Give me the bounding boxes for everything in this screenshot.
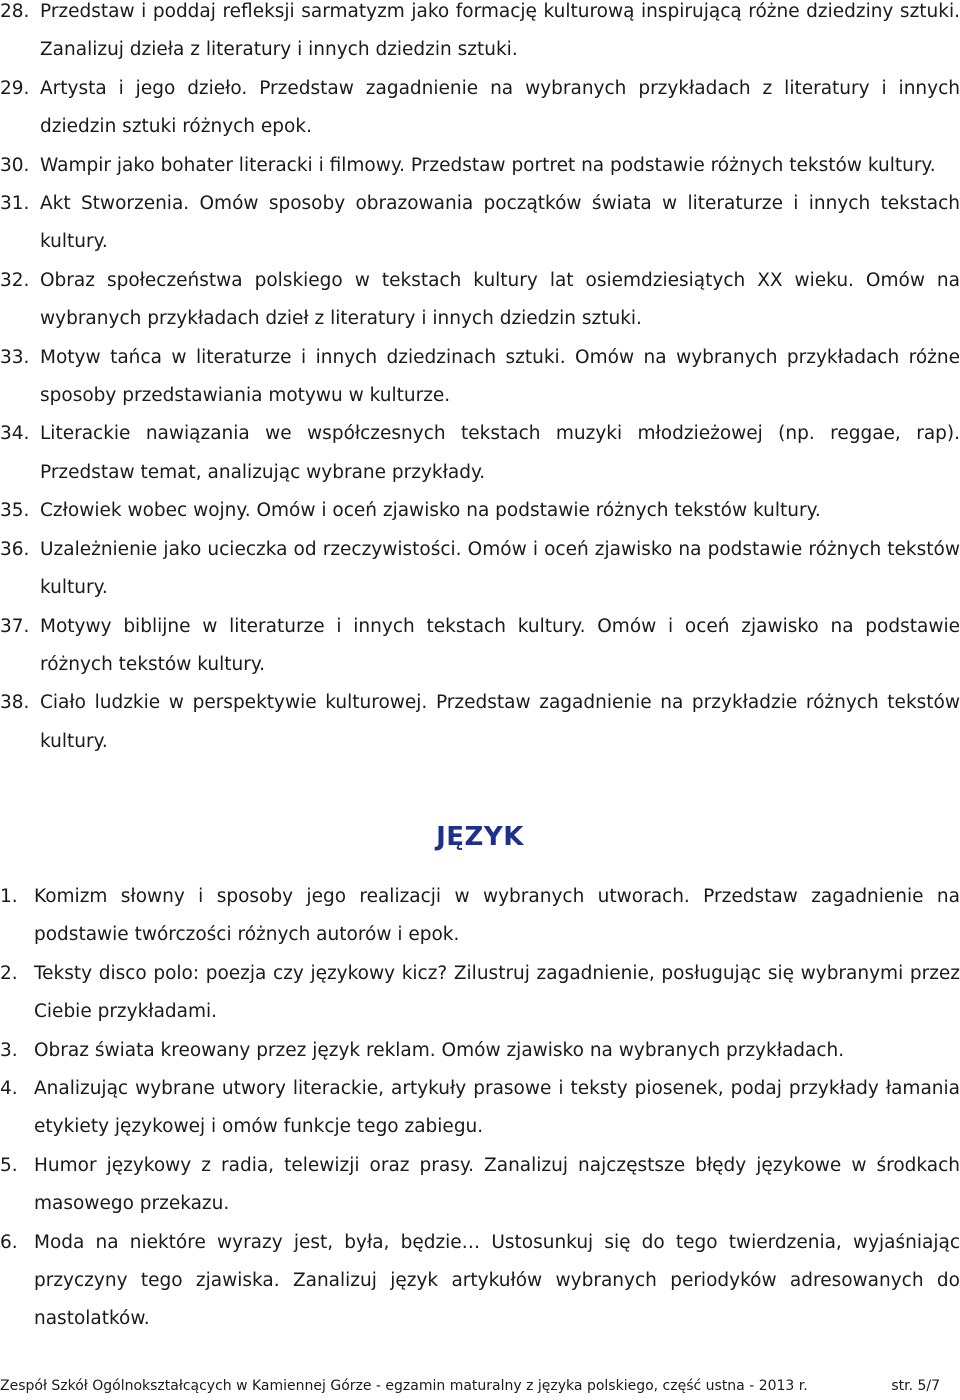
list-item: 4. Analizując wybrane utwory literackie, artykuły prasowe i teksty piosenek, podaj przykłady łamania etykiety językowej i omów funkcje tego zabiegu.: [0, 1078, 960, 1138]
language-topic-list: [0, 878, 960, 1339]
list-item: 1. Komizm słowny i sposoby jego realizacji w wybranych utworach. Przedstaw zagadnienie na podstawie twórczości różnych autorów i epok.: [0, 886, 960, 946]
list-item: 5. Humor językowy z radia, telewizji oraz prasy. Zanalizuj najczęstsze błędy językowe w środkach masowego przekazu.: [0, 1154, 960, 1215]
page-number: str. 5/7: [891, 1378, 940, 1394]
list-item: 35. Człowiek wobec wojny. Omów i oceń zjawisko na podstawie różnych tekstów kultury.: [0, 500, 821, 522]
list-item: 34. Literackie nawiązania we współczesnych tekstach muzyki młodzieżowej (np. reggae, rap). Przedstaw temat, analizując wybrane przykłady.: [0, 423, 960, 483]
list-item: 2. Teksty disco polo: poezja czy językowy kicz? Zilustruj zagadnienie, posługując się wybranymi przez Ciebie przykładami.: [0, 962, 960, 1023]
list-item: 31. Akt Stworzenia. Omów sposoby obrazowania początków świata w literaturze i innych tekstach kultury.: [0, 193, 960, 253]
list-item: 37. Motywy biblijne w literaturze i innych tekstach kultury. Omów i oceń zjawisko na podstawie różnych tekstów kultury.: [0, 615, 960, 675]
list-item: 38. Ciało ludzkie w perspektywie kulturowej. Przedstaw zagadnienie na przykładzie różnych tekstów kultury.: [0, 692, 960, 752]
list-item: 6. Moda na niektóre wyrazy jest, była, będzie… Ustosunkuj się do tego twierdzenia, wyjaśniając przyczyny tego zjawiska. Zanalizuj język artykułów wybranych periodyków adresowanych do nastolatków.: [0, 1231, 960, 1330]
page-footer: [0, 1378, 940, 1394]
list-item: 30. Wampir jako bohater literacki i filmowy. Przedstaw portret na podstawie różnych tekstów kultury.: [0, 154, 936, 176]
list-item: 28. Przedstaw i poddaj refleksji sarmatyzm jako formację kulturową inspirującą różne dziedziny sztuki. Zanalizuj dzieła z literatury i innych dziedzin sztuki.: [0, 1, 960, 61]
list-item: 32. Obraz społeczeństwa polskiego w tekstach kultury lat osiemdziesiątych XX wieku. Omów na wybranych przykładach dzieł z literatury i innych dziedzin sztuki.: [0, 269, 960, 330]
section-heading-language: JĘZYK: [436, 822, 524, 852]
list-item: 3. Obraz świata kreowany przez język reklam. Omów zjawisko na wybranych przykładach.: [0, 1039, 845, 1061]
footer-school-info: Zespół Szkół Ogólnokształcących w Kamiennej Górze - egzamin maturalny z języka polskiego, część ustna - 2013 r.: [0, 1378, 808, 1394]
list-item: 29. Artysta i jego dzieło. Przedstaw zagadnienie na wybranych przykładach z literatury i innych dziedzin sztuki różnych epok.: [0, 77, 960, 138]
list-item: 33. Motyw tańca w literaturze i innych dziedzinach sztuki. Omów na wybranych przykładach różne sposoby przedstawiania motywu w kulturze.: [0, 346, 960, 407]
list-item: 36. Uzależnienie jako ucieczka od rzeczywistości. Omów i oceń zjawisko na podstawie różnych tekstów kultury.: [0, 538, 960, 599]
